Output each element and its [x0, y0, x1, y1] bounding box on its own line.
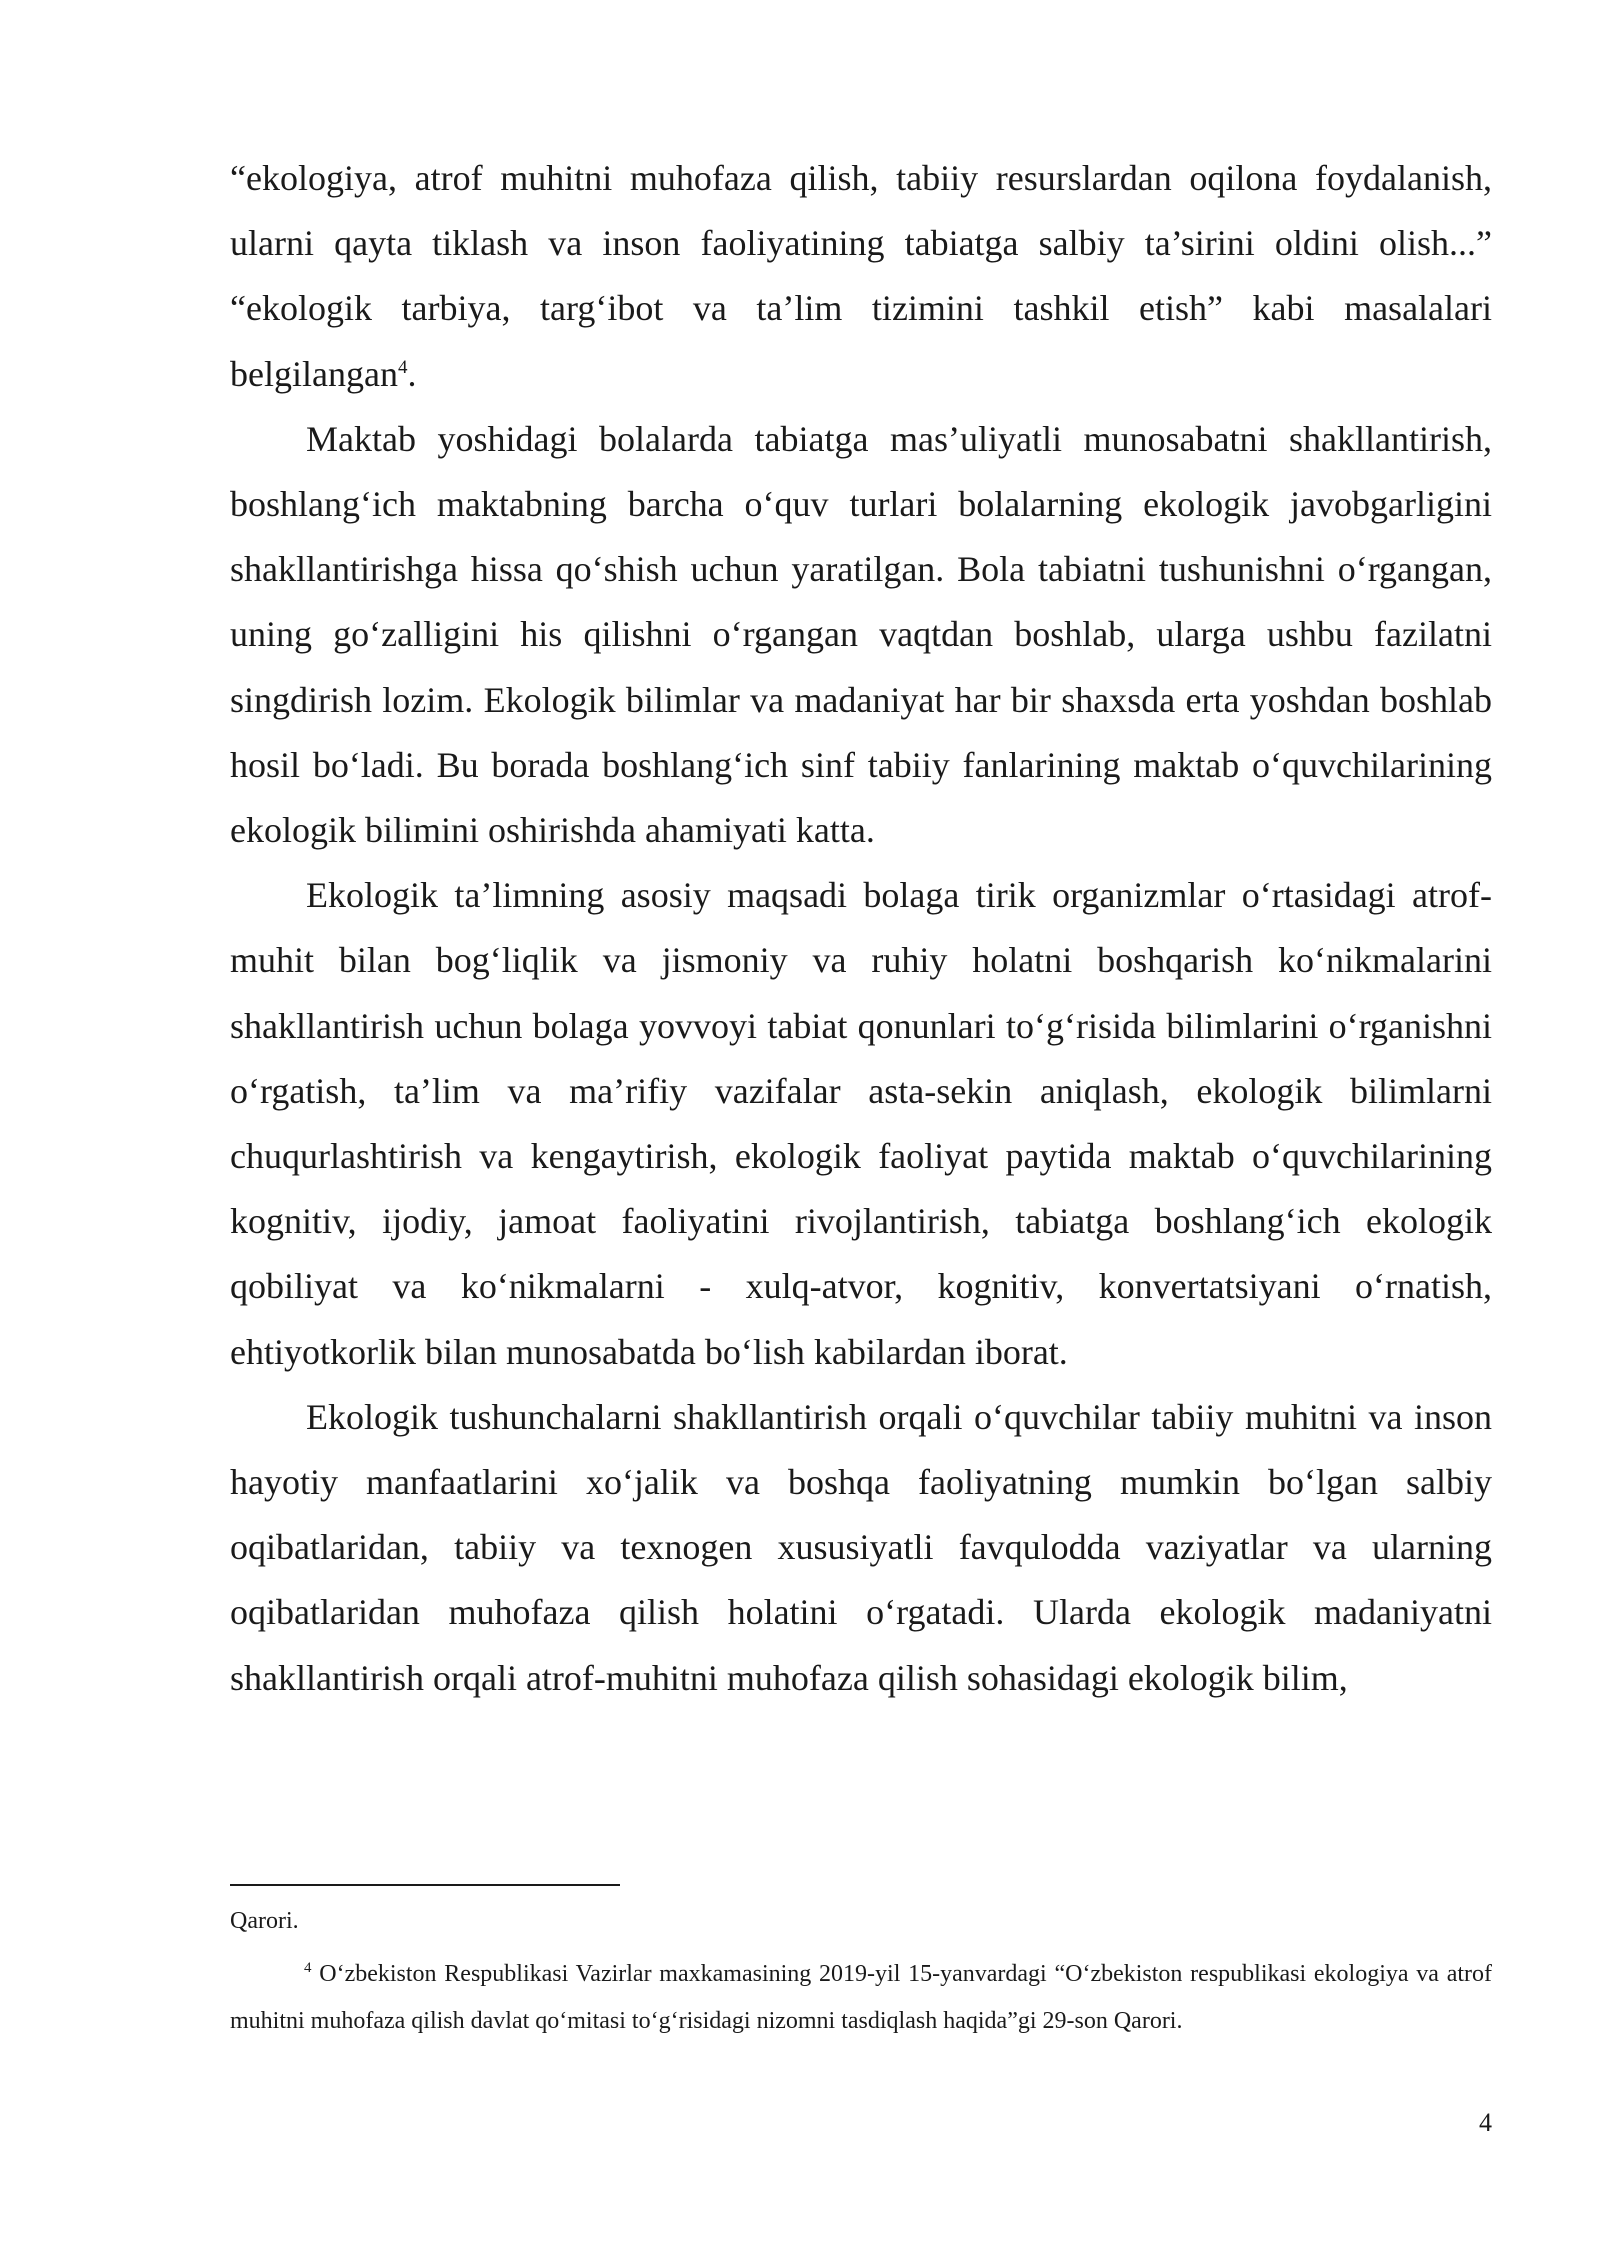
- paragraph-1-text: “ekologiya, atrof muhitni muhofaza qilish, tabiiy resurslardan oqilona foydalanish, ularni qayta tiklash va inson faoliyatining tabiatga salbiy ta’sirini oldini olish...” “ekologik tarbiya, targ‘ibot va ta’lim tizimini tashkil etish” kabi masalalari belgilangan: [230, 158, 1492, 394]
- paragraph-4: Ekologik tushunchalarni shakllantirish orqali o‘quvchilar tabiiy muhitni va inson hayotiy manfaatlarini xo‘jalik va boshqa faoliyatning mumkin bo‘lgan salbiy oqibatlaridan, tabiiy va texnogen xususiyatli favqulodda vaziyatlar va ularning oqibatlaridan muhofaza qilish holatini o‘rgatadi. Ularda ekologik madaniyatni shakllantirish orqali atrof-muhitni muhofaza qilish sohasidagi ekologik bilim,: [230, 1396, 1492, 1698]
- page-number: 4: [1479, 2108, 1492, 2137]
- paragraph-3: Ekologik ta’limning asosiy maqsadi bolaga tirik organizmlar o‘rtasidagi atrof-muhit bilan bog‘liqlik va jismoniy va ruhiy holatni boshqarish ko‘nikmalarini shakllantirish uchun bolaga yovvoyi tabiat qonunlari to‘g‘risida bilimlarini o‘rganishni o‘rgatish, ta’lim va ma’rifiy vazifalar asta-sekin aniqlash, ekologik bilimlarni chuqurlashtirish va kengaytirish, ekologik faoliyat paytida maktab o‘quvchilarining kognitiv, ijodiy, jamoat faoliyatini rivojlantirish, tabiatga boshlang‘ich ekologik qobiliyat va ko‘nikmalarni - xulq-atvor, kognitiv, konvertatsiyani o‘rnatish, ehtiyotkorlik bilan munosabatda bo‘lish kabilardan iborat.: [230, 875, 1492, 1372]
- paragraph-1-tail: .: [407, 353, 417, 394]
- footnote-4: [230, 1951, 1492, 2045]
- footnote-reference: 4: [397, 356, 408, 378]
- body-text: [230, 146, 1492, 1711]
- footnote-separator: [230, 1884, 620, 1886]
- footnote-text: O‘zbekiston Respublikasi Vazirlar maxkamasining 2019-yil 15-yanvardagi “O‘zbekiston respublikasi ekologiya va atrof muhitni muhofaza qilish davlat qo‘mitasi to‘g‘risidagi nizomni tasdiqlash haqida”gi 29-son Qarori.: [230, 1961, 1492, 2034]
- paragraph-2: Maktab yoshidagi bolalarda tabiatga mas’uliyatli munosabatni shakllantirish, boshlang‘ich maktabning barcha o‘quv turlari bolalarning ekologik javobgarligini shakllantirishga hissa qo‘shish uchun yaratilgan. Bola tabiatni tushunishni o‘rgangan, uning go‘zalligini his qilishni o‘rgangan vaqtdan boshlab, ularga ushbu fazilatni singdirish lozim. Ekologik bilimlar va madaniyat har bir shaxsda erta yoshdan boshlab hosil bo‘ladi. Bu borada boshlang‘ich sinf tabiiy fanlarining maktab o‘quvchilarining ekologik bilimini oshirishda ahamiyati katta.: [230, 418, 1492, 851]
- paragraph-1: [230, 146, 1492, 407]
- footnote-continuation: Qarori.: [230, 1908, 299, 1934]
- footnote-number: 4: [304, 1960, 312, 1976]
- footnotes: [230, 1898, 1492, 2045]
